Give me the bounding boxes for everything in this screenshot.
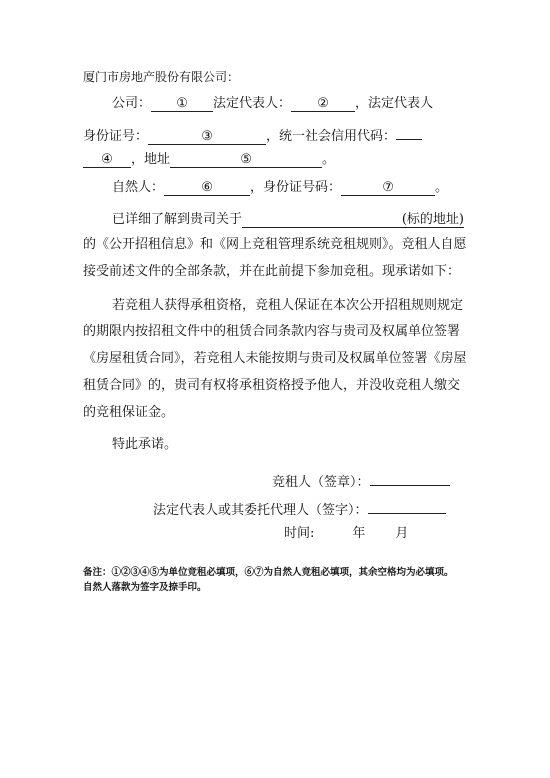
id-line: [83, 124, 422, 145]
legal-rep-label: 法定代表人：: [213, 96, 292, 111]
date-line: [284, 526, 408, 542]
person-name-blank[interactable]: ⑥: [164, 180, 250, 196]
person-label: 自然人：: [112, 180, 165, 195]
id-label: 身份证号：: [83, 129, 149, 144]
address-label: ，地址: [131, 152, 171, 167]
note-line1: 备注：①②③④⑤为单位竞租必填项，⑥⑦为自然人竞租必填项，其余空格均为必填项。: [83, 567, 454, 578]
company-line: [112, 96, 433, 112]
para2-line2: 的期限内按招租文件中的租赁合同条款内容与贵司及权属单位签署: [83, 324, 461, 339]
credit-code-blank-cont[interactable]: ④: [83, 152, 131, 168]
address-blank[interactable]: ⑤: [170, 152, 322, 168]
person-id-label: ，身份证号码：: [250, 180, 342, 195]
time-label: 时间:: [284, 526, 315, 541]
agent-label: 法定代表人或其委托代理人（签字）：: [153, 503, 368, 518]
para1-line1: [112, 212, 464, 228]
address-end: 。: [322, 152, 336, 167]
id-number-blank[interactable]: ③: [148, 129, 266, 145]
person-id-blank[interactable]: ⑦: [341, 180, 435, 196]
para2-line5: 的竞租保证金。: [83, 405, 175, 420]
month-label: 月: [395, 526, 409, 541]
target-address-hint: (标的地址): [401, 212, 465, 227]
para1-line2: 的《公开招租信息》和《网上竞租管理系统竞租规则》。竞租人自愿: [83, 237, 467, 252]
agent-signature-blank[interactable]: [368, 498, 446, 514]
agent-signature-line: [153, 498, 446, 519]
bidder-signature-blank[interactable]: [370, 470, 450, 486]
note-line2: 自然人落款为签字及捺手印。: [83, 582, 207, 593]
closing: 特此承诺。: [112, 437, 178, 452]
bidder-signature-line: [272, 470, 450, 491]
company-name-blank[interactable]: ①: [151, 96, 213, 112]
year-label: 年: [352, 526, 366, 541]
target-address-blank[interactable]: [242, 212, 464, 228]
legal-rep-tail: ，法定代表人: [355, 96, 434, 111]
addressee: 厦门市房地产股份有限公司：: [83, 70, 240, 84]
para2-line3: 《房屋租赁合同》，若竞租人未能按期与贵司及权属单位签署《房屋: [83, 351, 467, 366]
credit-code-blank[interactable]: [396, 124, 422, 140]
para1-prefix: 已详细了解到贵司关于: [112, 212, 243, 227]
address-line: [83, 152, 335, 168]
person-line: [112, 180, 448, 196]
para2-line1: 若竞租人获得承租资格，竞租人保证在本次公开招租规则规定: [112, 298, 464, 313]
para2-line4: 租赁合同》的，贵司有权将承租资格授予他人，并没收竞租人缴交: [83, 378, 461, 393]
credit-code-label: ，统一社会信用代码：: [266, 129, 397, 144]
para1-line3: 接受前述文件的全部条款，并在此前提下参加竞租。现承诺如下：: [83, 264, 461, 279]
company-label: 公司：: [112, 96, 152, 111]
legal-rep-blank[interactable]: ②: [291, 96, 355, 112]
bidder-label: 竞租人（签章）：: [272, 475, 370, 490]
person-end: 。: [435, 180, 449, 195]
